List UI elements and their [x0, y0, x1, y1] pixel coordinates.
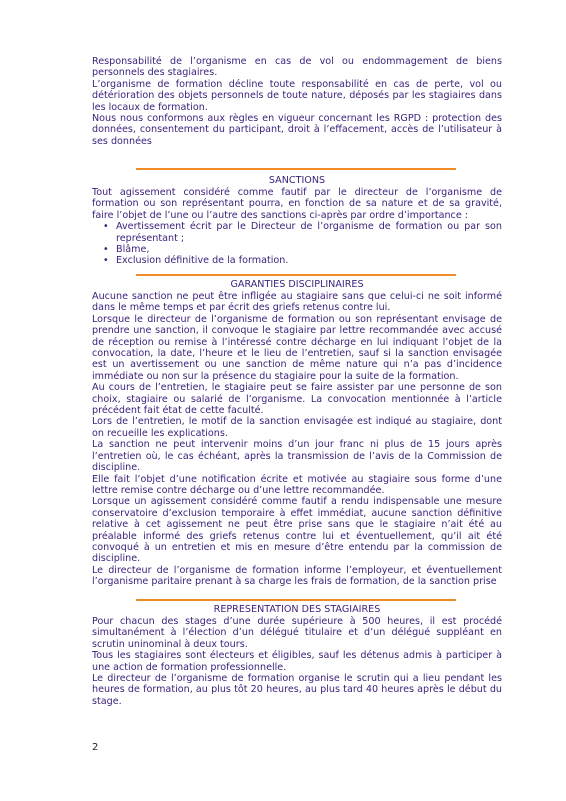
list-item: • Exclusion définitive de la formation.: [116, 255, 502, 266]
representation-paragraph: Tous les stagiaires sont électeurs et éligibles, sauf les détenus admis à participer à une action de formation professionnelle.: [92, 650, 502, 673]
representation-paragraph: Pour chacun des stages d’une durée supérieure à 500 heures, il est procédé simultanément à l’élection d’un délégué titulaire et d’un délégué suppléant en scrutin uninominal à deux tours.: [92, 616, 502, 650]
garanties-paragraph: Lorsque un agissement considéré comme fautif a rendu indispensable une mesure conservatoire d’exclusion temporaire à effet immédiat, aucune sanction définitive relative à cet agissement ne peut être prise sans que le stagiaire n’ait été au préalable informé des griefs retenus contre lui et éventuellement, qu’il ait été convoqué à un entretien et mis en mesure d’être entendu par la commission de discipline.: [92, 496, 502, 565]
intro-section: [92, 56, 502, 147]
representation-heading: REPRESENTATION DES STAGIAIRES: [213, 604, 381, 615]
representation-section: [92, 616, 502, 707]
garanties-paragraph: Aucune sanction ne peut être infligée au stagiaire sans que celui-ci ne soit informé dans le même temps et par écrit des griefs retenus contre lui.: [92, 291, 502, 314]
representation-paragraph: Le directeur de l’organisme de formation organise le scrutin qui a lieu pendant les heures de formation, au plus tôt 20 heures, au plus tard 40 heures après le début du stage.: [92, 673, 502, 707]
divider-rule: [136, 168, 456, 170]
garanties-heading: GARANTIES DISCIPLINAIRES: [230, 279, 364, 290]
garanties-paragraph: Au cours de l’entretien, le stagiaire peut se faire assister par une personne de son choix, stagiaire ou salarié de l’organisme. La convocation mentionnée à l’article précédent fait état de cette faculté.: [92, 382, 502, 417]
sanctions-heading: SANCTIONS: [268, 175, 326, 186]
intro-paragraph-2: L’organisme de formation décline toute responsabilité en cas de perte, vol ou détérioration des objets personnels de toute nature, déposés par les stagiaires dans les locaux de formation.: [92, 78, 502, 113]
garanties-section: [92, 291, 502, 588]
garanties-paragraph: Lorsque le directeur de l’organisme de formation ou son représentant envisage de prendre une sanction, il convoque le stagiaire par lettre recommandée avec accusé de réception ou remise à l’intéressé contre décharge en lui indiquant l’objet de la convocation, la date, l’heure et le lieu de l’entretien, sauf si la sanction envisagée est un avertissement ou une sanction de même nature qui n’a pas d’incidence immédiate ou non sur la présence du stagiaire pour la suite de la formation.: [92, 313, 502, 382]
divider-rule: [136, 274, 456, 276]
sanctions-list: [92, 221, 502, 267]
list-item: • Blâme,: [116, 244, 502, 255]
intro-paragraph-3: Nous nous conformons aux règles en vigueur concernant les RGPD : protection des données, consentement du participant, droit à l’effacement, accès de l’utilisateur à ses données: [92, 113, 502, 147]
garanties-paragraph: Le directeur de l’organisme de formation informe l’employeur, et éventuellement l’organisme paritaire prenant à sa charge les frais de formation, de la sanction prise: [92, 564, 502, 588]
sanctions-intro: Tout agissement considéré comme fautif par le directeur de l’organisme de formation ou son représentant pourra, en fonction de sa nature et de sa gravité, faire l’objet de l’une ou l’autre des sanctions ci-après par ordre d’importance :: [92, 187, 502, 221]
intro-paragraph-1: Responsabilité de l’organisme en cas de vol ou endommagement de biens personnels des stagiaires.: [92, 56, 502, 79]
sanctions-section: [92, 187, 502, 267]
divider-rule: [136, 599, 456, 601]
garanties-paragraph: La sanction ne peut intervenir moins d’un jour franc ni plus de 15 jours après l’entretien où, le cas échéant, après la transmission de l’avis de la Commission de discipline.: [92, 439, 502, 474]
page-number: 2: [92, 742, 99, 753]
garanties-paragraph: Elle fait l’objet d’une notification écrite et motivée au stagiaire sous forme d’une lettre remise contre décharge ou d’une lettre recommandée.: [92, 473, 502, 496]
garanties-paragraph: Lors de l’entretien, le motif de la sanction envisagée est indiqué au stagiaire, dont on recueille les explications.: [92, 416, 502, 439]
list-item: • Avertissement écrit par le Directeur de l’organisme de formation ou par son représentant ;: [116, 221, 502, 244]
